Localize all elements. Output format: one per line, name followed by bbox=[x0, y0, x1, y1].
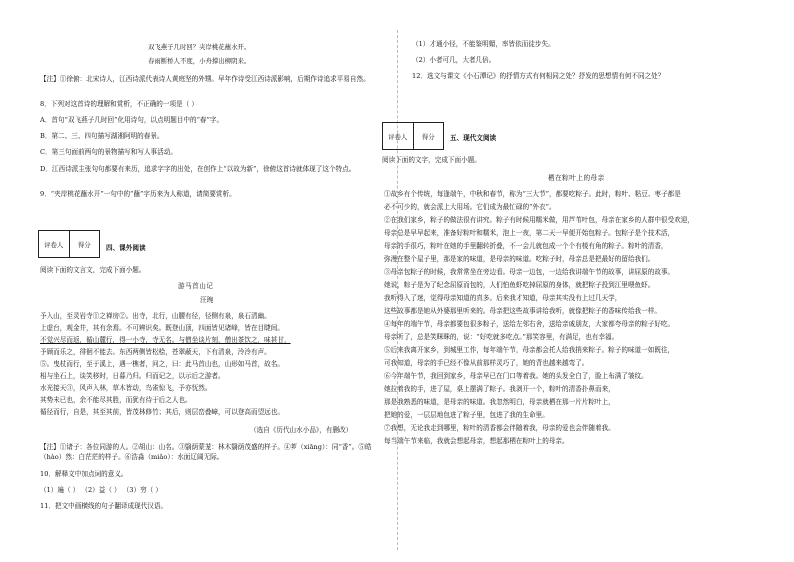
classical-para-line: 予入山，至灵岩寺①之禅房②。出寺，北行，山腰有径，径侧有泉，泉石清幽。 bbox=[40, 312, 271, 320]
modern-para-line: 母亲总是早早起来，准备好粽叶和糯米，泡上一夜，第二天一早便开始包粽子。包粽子是个技术活， bbox=[384, 229, 675, 237]
q8-option-c: C．第三句面前两句的景物描写和写人事活动。 bbox=[40, 148, 177, 156]
classical-para-line: 予顾而乐之，徘徊不能去。东西两侧皆松桧，苍翠蔽天，下有清泉，泠泠有声。 bbox=[40, 348, 271, 356]
score-label-points: 得分 bbox=[77, 240, 91, 249]
modern-para-line: 她说，粽子是为了纪念屈原而包的，人们怕鱼虾吃掉屈原的身体，就把粽子投到江里喂鱼虾。 bbox=[384, 281, 655, 289]
classical-text-author: 汪琬 bbox=[200, 296, 214, 304]
question-8: 8．下列对这首诗的理解和赏析，不正确的一项是（ ） bbox=[40, 100, 198, 108]
modern-para-line: 母亲的手很巧，粽叶在她的手里翻转折叠，不一会儿就包成一个个有棱有角的粽子。粽叶的清香， bbox=[384, 242, 668, 250]
modern-para-line: 这些故事都是她从外婆那里听来的。母亲把这些故事讲给我听，就像把粽子的香味传给我一样。 bbox=[384, 307, 661, 315]
q8-option-d: D．江西诗派主张句句都要有来历，追求字字的出处，在创作上“以故为新”，徐俯这首诗就体现了这个特点。 bbox=[40, 165, 356, 173]
classical-para-line: ⑤。曳杖而行，至于溪上，遇一樵者，问之，曰：此马首山也，山形如马首，故名。 bbox=[40, 360, 284, 368]
column-divider bbox=[397, 30, 398, 550]
modern-para-line: ①故乡有个传统，每逢端午，中秋和春节，称为“三大节”，都要吃粽子。此时，粽叶、粘豆、枣子都是 bbox=[384, 190, 681, 198]
classical-para-line: 不觉兴尽而返，循山麓行，得一小寺，寺无名。与僧坐谈片刻，僧出茶饮之，味甚甘， bbox=[40, 336, 291, 344]
section-4-instruction: 阅读下面的文言文，完成下面小题。 bbox=[40, 266, 146, 274]
score-box-5 bbox=[382, 122, 444, 150]
q11-item-2: （2）小者可几，大者几倍。 bbox=[412, 56, 496, 64]
poem-note: 【注】①徐俯：北宋诗人，江西诗派代表诗人黄庭坚的外甥。早年作诗受江西诗派影响，后期作诗追求平易自然。 bbox=[40, 75, 370, 83]
poem-line-1: 双飞燕子几时回？夹岸桃花蘸水开。 bbox=[148, 43, 251, 51]
modern-para-line: 弥漫在整个屋子里，那是家的味道，是母亲的味道。吃粽子时，母亲总是把最好的留给我们。 bbox=[384, 255, 655, 263]
modern-para-line: ⑦我想，无论我走到哪里，粽叶的清香都会伴随着我，母亲的爱也会伴随着我。 bbox=[384, 424, 615, 432]
question-10: 10．解释文中加点词的意义。 bbox=[40, 470, 128, 478]
question-12: 12．选文与课文《小石潭记》的抒情方式有何相同之处？抒发的思想情有何不同之处？ bbox=[412, 72, 665, 80]
question-11: 11．把文中画横线的句子翻译成现代汉语。 bbox=[40, 502, 168, 510]
classical-para-line: 循径而行，自是，其至其前，皆茂林修竹；其后，则层峦叠嶂，可以登高而望远也。 bbox=[40, 408, 284, 416]
section-4-heading: 四、课外阅读 bbox=[106, 244, 146, 252]
poem-line-2: 春雨断桥人不度，小舟撑出柳阴来。 bbox=[148, 57, 251, 65]
q8-option-a: A．首句“双飞燕子几时回”化用诗句，以点明题目中的“春”字。 bbox=[40, 116, 224, 124]
modern-para-line: 那是我熟悉的味道，是母亲的味道。我忽然明白，母亲就栖在那一片片粽叶上， bbox=[384, 398, 615, 406]
classical-para-line: 上虚台，观金井，其有余焉。不可辨识矣。既登山顶，四面皆见诸峰，皆在目睫间。 bbox=[40, 324, 284, 332]
classical-para-line: 相与坐石上，谈笑移时，日暮乃归。归而记之，以示后之游者。 bbox=[40, 372, 225, 380]
modern-para-line: ④每年的端午节，母亲都要包很多粽子，送给左邻右舍，送给亲戚朋友，大家都夸母亲的粽子好吃。 bbox=[384, 320, 675, 328]
modern-para-line: ②在我们家乡，粽子的做法很有讲究。粽子有时候用糯米做，用芦苇叶包，母亲在家乡的人群中很受欢迎， bbox=[384, 216, 694, 224]
q11-item-1: （1）才通小径，不能鉴明媚，率皆依而徒步失。 bbox=[412, 40, 555, 48]
score-box-4 bbox=[38, 230, 100, 258]
score-label-grader: 评卷人 bbox=[383, 123, 414, 149]
question-9: 9．“夹岸桃花蘸水开”一句中的“蘸”字历来为人称道，请简要赏析。 bbox=[40, 190, 236, 198]
modern-para-line: 把她的爱，一层层地包进了粽子里，包进了我的生命里。 bbox=[384, 411, 549, 419]
q10-items: （1）遍（ ） （2）益（ ） （3）穷（ ） bbox=[40, 486, 162, 494]
modern-para-line: 可我知道，母亲的手已经不像从前那样灵巧了，她的背也越来越弯了。 bbox=[384, 359, 589, 367]
modern-para-line: ③母亲包粽子的时候，我常常坐在旁边看。母亲一边包，一边给我讲端午节的故事，讲屈原的故事。 bbox=[384, 268, 675, 276]
classical-notes: 【注】①诸子：各位同游的人。②胡山：山名。③翳荫蒙茏：林木翳荫茂盛的样子。④芗（xiāng）：同“香”。⑤皓（hào）然：白茫茫的样子。⑥浩淼（miǎo）：水面辽阔无际。 bbox=[40, 443, 372, 461]
classical-para-line: 水光接天③，风声入林，草木皆动，鸟雀惊飞，予亦怃然。 bbox=[40, 384, 212, 392]
modern-para-line: ⑥今年端午节，我回到家乡，母亲早已在门口等着我。她的头发全白了，脸上布满了皱纹。 bbox=[384, 372, 648, 380]
modern-para-line: 母亲听了，总是笑眯眯的，说：“好吃就多吃点。”那笑容里，有满足，也有幸福。 bbox=[384, 333, 619, 341]
score-label-grader: 评卷人 bbox=[39, 231, 70, 257]
q8-option-b: B．第二、三、四句描写湖湘阿明的春景。 bbox=[40, 132, 164, 140]
modern-para-line: 必不可少的，就会派上大用场。它们成为最忙碌的“外衣”。 bbox=[384, 203, 556, 211]
score-label-points: 得分 bbox=[421, 132, 435, 141]
modern-para-line: 我听得入了迷，觉得母亲知道的真多。后来我才知道，母亲其实没有上过几天学， bbox=[384, 294, 622, 302]
modern-text-title: 栖在粽叶上的母亲 bbox=[548, 174, 605, 182]
modern-para-line: ⑤后来我离开家乡，到城里工作，每年端午节，母亲都会托人给我捎来粽子。粽子的味道一如既往， bbox=[384, 346, 675, 354]
classical-para-line: 其势未已也，余不能尽其胜，而犹有待于后之人也。 bbox=[40, 396, 192, 404]
section-5-instruction: 阅读下面的文字，完成下面小题。 bbox=[382, 156, 481, 164]
classical-source: （选自《历代山水小品》，有删改） bbox=[250, 426, 353, 434]
modern-para-line: 每当端午节来临，我就会想起母亲，想起那栖在粽叶上的母亲。 bbox=[384, 437, 569, 445]
section-5-heading: 五、现代文阅读 bbox=[450, 134, 497, 142]
modern-para-line: 她拉着我的手，进了屋，桌上摆满了粽子。我剥开一个，粽叶的清香扑鼻而来， bbox=[384, 385, 615, 393]
classical-text-title: 游马首山记 bbox=[178, 282, 214, 290]
